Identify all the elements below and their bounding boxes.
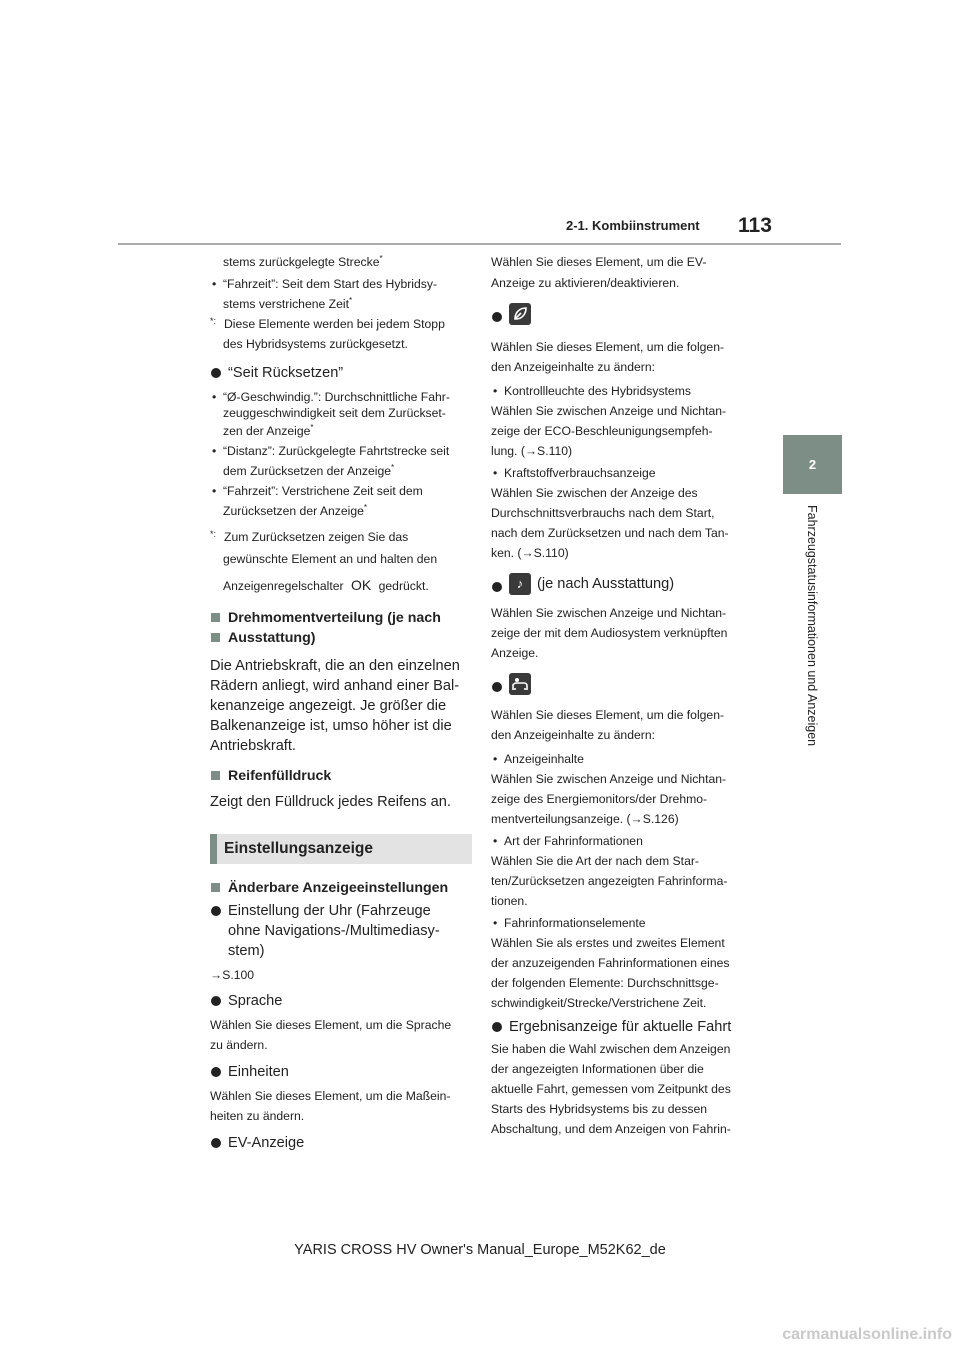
- text-line: [210, 294, 472, 314]
- text-line: stem): [228, 943, 265, 959]
- text-line: aktuelle Fahrt, gemessen vom Zeitpunkt des: [491, 1082, 731, 1096]
- watermark: [0, 1326, 960, 1344]
- bullet-item: [210, 389, 472, 405]
- text-line: Wählen Sie dieses Element, um die folgen-: [491, 340, 725, 354]
- text-line: Wählen Sie zwischen der Anzeige des: [491, 486, 698, 500]
- text-line: der angezeigten Informationen über die: [491, 1062, 704, 1076]
- text-line: Wählen Sie dieses Element, um die Sprache: [210, 1018, 452, 1032]
- text-line: Wählen Sie dieses Element, um die Maßein-: [210, 1089, 451, 1103]
- chapter-label: [798, 505, 826, 775]
- text-line: Abschaltung, und dem Anzeigen von Fahrin-: [491, 1122, 731, 1136]
- footnote-mark: *: [363, 502, 368, 512]
- footnote-mark: *: [348, 295, 353, 305]
- footnote-marker: *:: [210, 316, 217, 326]
- text: “Fahrzeit”: Verstrichene Zeit seit dem: [223, 484, 423, 498]
- car-item: [491, 673, 753, 699]
- text-line: zeige der ECO-Beschleunigungsempfeh-: [491, 424, 713, 438]
- text-line: heiten zu ändern.: [210, 1109, 305, 1123]
- footnote-mark: *: [310, 422, 314, 432]
- chapter-tab: 2: [783, 435, 842, 494]
- text-line: ken. (→S.110): [491, 546, 569, 560]
- text: stems verstrichene Zeit: [223, 297, 349, 311]
- header-rule: [118, 243, 841, 245]
- ok-button-icon: OK: [351, 577, 372, 593]
- section-banner: [210, 834, 472, 864]
- text-line: Sie haben die Wahl zwischen dem Anzeigen: [491, 1042, 731, 1056]
- section-title: 2-1. Kombiinstrument: [566, 218, 700, 233]
- text: Zum Zurücksetzen zeigen Sie das: [224, 530, 409, 544]
- bullet-item: • Art der Fahrinformationen: [491, 831, 753, 851]
- text: “Fahrzeit”: Seit dem Start des Hybridsy-: [223, 277, 438, 291]
- footnote: [210, 527, 472, 547]
- text: stems zurückgelegte Strecke: [223, 255, 380, 269]
- text-line: [210, 501, 472, 521]
- text-line: Starts des Hybridsystems bis zu dessen: [491, 1102, 708, 1116]
- text-line: tionen.: [491, 894, 528, 908]
- text-line: zeige der mit dem Audiosystem verknüpften: [491, 626, 728, 640]
- text-line: Wählen Sie dieses Element, um die EV-: [491, 255, 707, 269]
- banner-title: Einstellungsanzeige: [224, 840, 374, 857]
- bullet-item: [210, 274, 472, 294]
- footnote-mark: *: [379, 253, 383, 263]
- text: zeuggeschwindigkeit seit dem Zurückset-: [223, 406, 446, 420]
- text: Diese Elemente werden bei jedem Stopp: [224, 317, 445, 331]
- text-line: der folgenden Elemente: Durchschnittsge-: [491, 976, 719, 990]
- heading-units: Einheiten: [210, 1062, 472, 1082]
- text-line: Wählen Sie zwischen Anzeige und Nichtan-: [491, 404, 727, 418]
- text-line: ten/Zurücksetzen angezeigten Fahrinforma-: [491, 874, 728, 888]
- text-line: schwindigkeit/Strecke/Verstrichene Zeit.: [491, 996, 707, 1010]
- audio-heading: (je nach Ausstattung): [537, 576, 675, 592]
- footnote-mark: *: [391, 462, 395, 472]
- right-column: [491, 252, 753, 1139]
- text-line: zeige des Energiemonitors/der Drehmo-: [491, 792, 708, 806]
- text: “Distanz”: Zurückgelegte Fahrtstrecke seit: [223, 444, 450, 458]
- heading-tire: Reifenfülldruck: [210, 766, 472, 786]
- text-line: Wählen Sie dieses Element, um die folgen-: [491, 708, 725, 722]
- text: des Hybridsystems zurückgesetzt.: [223, 337, 408, 351]
- text-line: den Anzeigeinhalte zu ändern:: [491, 728, 655, 742]
- text-line: Wählen Sie zwischen Anzeige und Nichtan-: [491, 772, 727, 786]
- footnote: [210, 314, 472, 334]
- heading-change: Änderbare Anzeigeeinstellungen: [210, 878, 472, 898]
- watermark-text: carmanualsonline.info: [782, 1326, 952, 1343]
- text-line: [210, 461, 472, 481]
- eco-leaf-icon: [509, 303, 531, 325]
- text-line: Wählen Sie zwischen Anzeige und Nichtan-: [491, 606, 727, 620]
- text-line: lung. (→S.110): [491, 444, 573, 458]
- text-line: mentverteilungsanzeige. (→S.126): [491, 812, 679, 826]
- text: Anzeigenregelschalter: [223, 579, 344, 593]
- text: gedrückt.: [378, 579, 429, 593]
- music-note-icon: ♪: [509, 573, 531, 595]
- text-line: zu ändern.: [210, 1038, 268, 1052]
- text: dem Zurücksetzen der Anzeige: [223, 464, 392, 478]
- text: Ausstattung): [228, 630, 316, 646]
- text-line: Anzeige.: [491, 646, 539, 660]
- body-line: Die Antriebskraft, die an den einzelnen: [210, 658, 460, 674]
- text: Drehmomentverteilung (je nach: [228, 610, 441, 626]
- heading-clock: [210, 901, 472, 921]
- text-line: [210, 252, 472, 272]
- page-reference: →S.100: [210, 968, 255, 982]
- body-line: Zeigt den Fülldruck jedes Reifens an.: [210, 794, 451, 810]
- text: zen der Anzeige: [223, 424, 311, 438]
- heading-result: Ergebnisanzeige für aktuelle Fahrt: [491, 1017, 753, 1037]
- body-line: Antriebskraft.: [210, 738, 296, 754]
- text: Einstellung der Uhr (Fahrzeuge: [228, 903, 431, 919]
- heading-reset: “Seit Rücksetzen”: [210, 363, 472, 383]
- heading-torque-cont: [210, 628, 472, 648]
- text: gewünschte Element an und halten den: [223, 552, 438, 566]
- heading-ev: EV-Anzeige: [210, 1133, 472, 1153]
- bullet-item: • Kraftstoffverbrauchsanzeige: [491, 463, 753, 483]
- body-line: kenanzeige angezeigt. Je größer die: [210, 698, 447, 714]
- text: Zurücksetzen der Anzeige: [223, 504, 364, 518]
- text-line: den Anzeigeinhalte zu ändern:: [491, 360, 655, 374]
- bullet-item: [210, 441, 472, 461]
- page-number: 113: [738, 214, 772, 237]
- left-column: [210, 252, 472, 1153]
- body-line: Balkenanzeige ist, umso höher ist die: [210, 718, 452, 734]
- body-line: Rädern anliegt, wird anhand einer Bal-: [210, 678, 460, 694]
- text: “Ø-Geschwindig.”: Durchschnittliche Fahr-: [223, 390, 450, 404]
- eco-item: [491, 303, 753, 329]
- text-line: Wählen Sie als erstes und zweites Element: [491, 936, 725, 950]
- heading-language: Sprache: [210, 991, 472, 1011]
- manual-footer: YARIS CROSS HV Owner's Manual_Europe_M52K62_de: [294, 1242, 666, 1258]
- audio-item: [491, 573, 753, 599]
- bullet-item: [210, 481, 472, 501]
- bullet-item: • Kontrollleuchte des Hybridsystems: [491, 381, 753, 401]
- text-line: [210, 334, 472, 354]
- text-line: [210, 549, 472, 569]
- text-line: [210, 575, 472, 596]
- text-line: [210, 405, 472, 421]
- text-line: Durchschnittsverbrauchs nach dem Start,: [491, 506, 715, 520]
- text-line: [210, 421, 472, 441]
- car-driver-icon: [509, 673, 531, 695]
- heading-torque: [210, 608, 472, 628]
- footnote-marker: *:: [210, 529, 217, 539]
- chapter-label-text: Fahrzeugstatusinformationen und Anzeigen: [805, 505, 819, 747]
- text-line: ohne Navigations-/Multimediasy-: [228, 923, 440, 939]
- bullet-item: • Fahrinformationselemente: [491, 913, 753, 933]
- text-line: nach dem Zurücksetzen und nach dem Tan-: [491, 526, 729, 540]
- text-line: Anzeige zu aktivieren/deaktivieren.: [491, 276, 680, 290]
- text-line: Wählen Sie die Art der nach dem Star-: [491, 854, 699, 868]
- text-line: der anzuzeigenden Fahrinformationen eines: [491, 956, 730, 970]
- bullet-item: • Anzeigeinhalte: [491, 749, 753, 769]
